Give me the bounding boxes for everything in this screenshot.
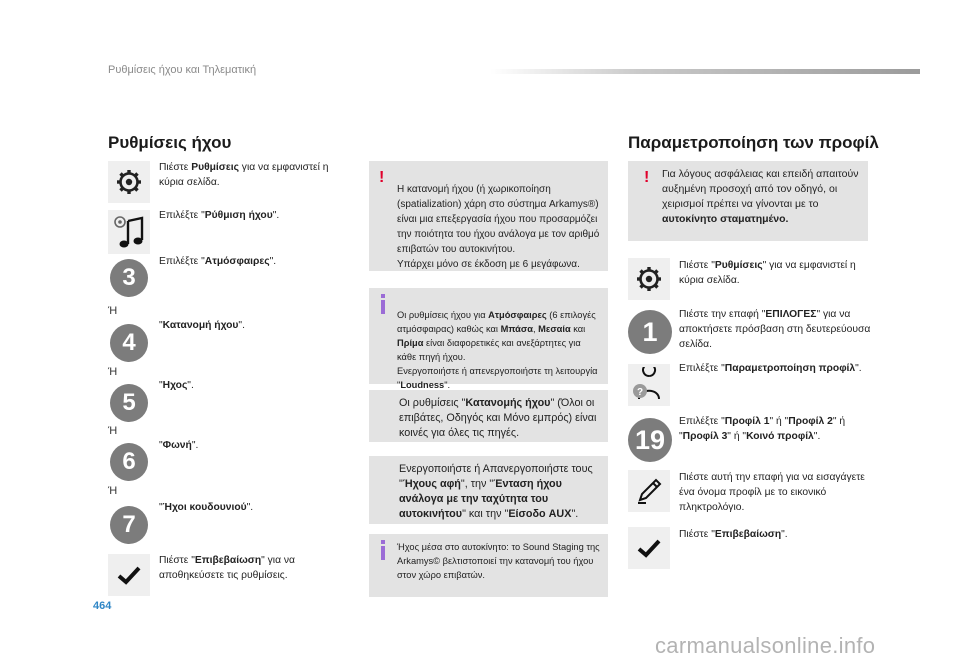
gear-icon	[115, 168, 143, 196]
step-select-profile: Επιλέξτε "Προφίλ 1" ή "Προφίλ 2" ή "Προφίλ 3" ή "Κοινό προφίλ".	[679, 416, 846, 442]
edit-name-button[interactable]	[628, 470, 670, 512]
step-confirm: Πιέστε "Επιβεβαίωση" για να αποθηκεύσετε τις ρυθμίσεις.	[159, 555, 296, 581]
step-select-sound-setting: Επιλέξτε "Ρύθμιση ήχου".	[159, 210, 280, 221]
or-label: Ή	[108, 485, 118, 497]
step-badge-3: 3	[110, 259, 148, 297]
step-options: Πιέστε την επαφή "ΕΠΙΛΟΓΕΣ" για να αποκτήσετε πρόσβαση στη δευτερεύουσα σελίδα.	[679, 309, 871, 350]
step-badge-1: 1	[628, 310, 672, 354]
check-icon	[637, 538, 661, 558]
step-press-settings: Πιέστε Ρυθμίσεις για να εμφανιστεί η κύρια σελίδα.	[159, 162, 329, 188]
step-badge-19: 19	[628, 418, 672, 462]
info-icon	[381, 546, 385, 560]
sound-setting-button[interactable]	[108, 210, 150, 254]
warning-icon: !	[379, 169, 385, 186]
running-header: Ρυθμίσεις ήχου και Τηλεματική	[108, 64, 257, 76]
settings-button[interactable]	[628, 258, 670, 300]
step-press-settings-profile: Πιέστε "Ρυθμίσεις" για να εμφανιστεί η κύρια σελίδα.	[679, 260, 856, 286]
settings-button[interactable]	[108, 161, 150, 203]
confirm-button[interactable]	[628, 527, 670, 569]
page-number: 464	[93, 600, 112, 612]
watermark: carmanualsonline.info	[655, 633, 876, 658]
note-touch-sounds: Ενεργοποιήστε ή Απανεργοποιήστε τους "Ήχους αφή", την "Ένταση ήχου ανάλογα με την ταχύτητα του αυτοκινήτου" και την "Είσοδο AUX".	[369, 456, 608, 524]
step-profile-settings: Επιλέξτε "Παραμετροποίηση προφίλ".	[679, 363, 862, 374]
step-badge-4: 4	[110, 324, 148, 362]
info-note-atmospheres: Οι ρυθμίσεις ήχου για Ατμόσφαιρες (6 επιλογές ατμόσφαιρας) καθώς και Μπάσα, Μεσαία και Πρίμα είναι διαφορετικές και ανεξάρτητες για κάθε πηγή ήχου. Ενεργοποιήστε ή απενεργοποιήστε τη λειτουργία "Loudness".	[369, 288, 608, 384]
step-badge-6: 6	[110, 443, 148, 481]
check-icon	[117, 565, 141, 585]
gear-icon	[635, 265, 663, 293]
step-enter-name: Πιέστε αυτή την επαφή για να εισαγάγετε ένα όνομα προφίλ με το εικονικό πληκτρολόγιο.	[679, 472, 865, 513]
pencil-icon	[634, 476, 664, 506]
warning-icon: !	[644, 169, 650, 186]
or-label: Ή	[108, 366, 118, 378]
note-sound-distribution-common: Οι ρυθμίσεις "Κατανομής ήχου" (Όλοι οι επιβάτες, Οδηγός και Μόνο εμπρός) είναι κοινές για όλες τις πηγές.	[369, 390, 608, 442]
header-rule	[490, 69, 920, 74]
music-settings-icon	[111, 213, 147, 251]
step-ringtones: "Ήχοι κουδουνιού".	[159, 502, 254, 513]
info-icon	[381, 300, 385, 314]
profile-help-icon	[631, 367, 667, 403]
confirm-button[interactable]	[108, 554, 150, 596]
or-label: Ή	[108, 425, 118, 437]
step-voice: "Φωνή".	[159, 440, 199, 451]
warning-note-profiles: ! Για λόγους ασφάλειας και επειδή απαιτούν αυξημένη προσοχή από τον οδηγό, οι χειρισμοί πρέπει να γίνονται με το αυτοκίνητο σταματημένο.	[628, 161, 868, 241]
profiles-title: Παραμετροποίηση των προφίλ	[628, 133, 879, 152]
info-note-sound-staging: Ήχος μέσα στο αυτοκίνητο: το Sound Staging της Arkamys© βελτιστοποιεί την κατανομή του ήχου στον χώρο επιβατών.	[369, 534, 608, 597]
warning-note-sound-distribution: ! Η κατανομή ήχου (ή χωρικοποίηση (spatialization) χάρη στο σύστημα Arkamys®) είναι μια επεξεργασία ήχου που προσαρμόζει την ποιότητα του ήχου ανάλογα με τον αριθμό επιβατών του αυτοκινήτου. Υπάρχει μόνο σε έκδοση με 6 μεγάφωνα.	[369, 161, 608, 271]
step-badge-5: 5	[110, 384, 148, 422]
step-sound: "Ηχος".	[159, 380, 194, 391]
svg-text:?: ?	[636, 387, 644, 398]
step-badge-7: 7	[110, 506, 148, 544]
step-atmospheres: Επιλέξτε "Ατμόσφαιρες".	[159, 256, 277, 267]
step-sound-distribution: "Κατανομή ήχου".	[159, 320, 245, 331]
sound-settings-title: Ρυθμίσεις ήχου	[108, 133, 232, 152]
profile-settings-button[interactable]	[628, 364, 670, 406]
step-confirm-profile: Πιέστε "Επιβεβαίωση".	[679, 529, 788, 540]
or-label: Ή	[108, 305, 118, 317]
